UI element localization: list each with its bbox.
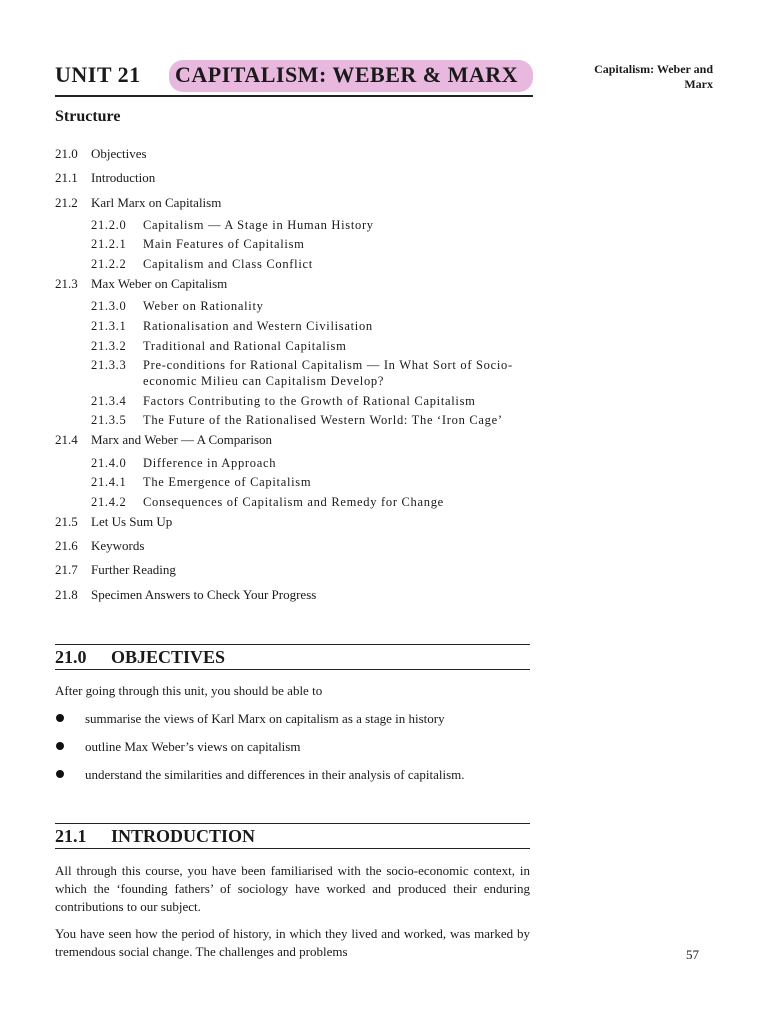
section-title: OBJECTIVES	[111, 647, 226, 667]
toc-subitem	[55, 298, 530, 314]
toc-subitem	[55, 217, 530, 233]
objectives-list	[55, 710, 530, 794]
toc-item-label: Introduction	[91, 170, 156, 186]
section-number: 21.0	[55, 647, 87, 667]
toc-item-label: Karl Marx on Capitalism	[91, 194, 222, 210]
toc-subitem	[55, 412, 530, 428]
unit-number: UNIT 21	[55, 62, 141, 87]
toc-subitem	[55, 318, 530, 334]
section-number: 21.1	[55, 826, 87, 846]
toc-subitem	[55, 455, 530, 471]
objective-bullet	[55, 738, 530, 756]
introduction-paragraph: You have seen how the period of history, in which they lived and worked, was marked by tremendous social change. The challenges and problems	[55, 926, 530, 959]
toc-item-number: 21.6	[55, 538, 78, 554]
toc-subitem-number: 21.4.2	[91, 494, 127, 509]
toc-item	[55, 432, 530, 456]
toc-item-number: 21.7	[55, 562, 78, 578]
toc-item-label: Max Weber on Capitalism	[91, 276, 228, 292]
toc-subitem	[55, 494, 530, 510]
objective-text: summarise the views of Karl Marx on capitalism as a stage in history	[85, 711, 445, 726]
bullet-dot-icon	[56, 742, 64, 750]
objective-text: outline Max Weber’s views on capitalism	[85, 739, 301, 754]
introduction-paragraph: All through this course, you have been familiarised with the socio-economic context, in which the ‘founding fathers’ of sociology have worked and produced their enduring contributions to our subject.	[55, 863, 530, 914]
toc-subitem	[55, 357, 530, 389]
toc-item	[55, 170, 530, 194]
bullet-dot-icon	[56, 770, 64, 778]
toc-subitem	[55, 236, 530, 252]
toc-item-number: 21.8	[55, 586, 78, 602]
toc-item-number: 21.5	[55, 513, 78, 529]
objective-text: understand the similarities and differences in their analysis of capitalism.	[85, 767, 465, 782]
objectives-heading	[55, 644, 530, 670]
toc-item-number: 21.3	[55, 276, 78, 292]
toc-item-label: Further Reading	[91, 562, 176, 578]
toc-subitem-number: 21.2.1	[91, 237, 127, 252]
toc-subitem-label: Consequences of Capitalism and Remedy for Change	[143, 494, 444, 509]
objective-bullet	[55, 766, 530, 784]
bullet-dot-icon	[56, 714, 64, 722]
toc-subitem-label: Capitalism and Class Conflict	[143, 257, 313, 272]
toc-subitem-number: 21.4.1	[91, 475, 127, 490]
toc-item	[55, 562, 530, 586]
toc-subitem	[55, 393, 530, 409]
toc-item-label: Let Us Sum Up	[91, 513, 173, 529]
toc-item-number: 21.4	[55, 432, 78, 448]
toc-subitem-label: Pre-conditions for Rational Capitalism — In What Sort of Socio-economic Milieu can Capitalism Develop?	[143, 358, 513, 389]
toc-subitem-number: 21.3.2	[91, 338, 127, 353]
toc-subitem-label: Rationalisation and Western Civilisation	[143, 318, 373, 333]
toc-item-label: Specimen Answers to Check Your Progress	[91, 586, 317, 602]
objectives-intro: After going through this unit, you should be able to	[55, 683, 323, 698]
toc-item-number: 21.2	[55, 194, 78, 210]
toc-subitem-label: Difference in Approach	[143, 455, 277, 470]
toc-subitem-number: 21.3.0	[91, 299, 127, 314]
toc-item	[55, 587, 530, 611]
toc-subitem-label: Weber on Rationality	[143, 299, 264, 314]
objective-bullet	[55, 710, 530, 728]
toc-subitem-number: 21.3.5	[91, 413, 127, 428]
toc-subitem-label: Main Features of Capitalism	[143, 237, 305, 252]
toc-item	[55, 146, 530, 170]
page-number: 57	[686, 947, 699, 962]
toc-subitem-number: 21.4.0	[91, 455, 127, 470]
toc-subitem-label: The Future of the Rationalised Western World: The ‘Iron Cage’	[143, 413, 503, 428]
toc-item	[55, 538, 530, 562]
introduction-heading	[55, 823, 530, 849]
toc-subitem-number: 21.3.4	[91, 393, 127, 408]
toc-subsection-group	[55, 455, 530, 510]
toc-item-label: Marx and Weber — A Comparison	[91, 432, 273, 448]
toc-subsection-group	[55, 298, 530, 428]
structure-heading: Structure	[55, 108, 121, 125]
toc-item-number: 21.1	[55, 170, 78, 186]
toc-subitem-label: Traditional and Rational Capitalism	[143, 338, 347, 353]
toc-subitem-number: 21.2.0	[91, 217, 127, 232]
toc-subitem-label: The Emergence of Capitalism	[143, 475, 312, 490]
toc-item	[55, 276, 530, 300]
section-title: INTRODUCTION	[111, 826, 256, 846]
running-head: Capitalism: Weber and Marx	[594, 62, 713, 91]
toc-subitem	[55, 256, 530, 272]
toc-subitem-label: Capitalism — A Stage in Human History	[143, 217, 374, 232]
toc-item	[55, 514, 530, 538]
toc-subitem-number: 21.3.1	[91, 318, 127, 333]
toc-subitem-number: 21.3.3	[91, 358, 127, 373]
toc-subitem	[55, 338, 530, 354]
toc-item-label: Objectives	[91, 146, 147, 161]
unit-header	[55, 60, 533, 94]
toc-item-number: 21.0	[55, 146, 78, 161]
toc-subitem	[55, 474, 530, 490]
toc-subsection-group	[55, 217, 530, 272]
toc-subitem-label: Factors Contributing to the Growth of Rational Capitalism	[143, 393, 476, 408]
header-rule	[55, 95, 533, 97]
toc-subitem-number: 21.2.2	[91, 257, 127, 272]
unit-title: CAPITALISM: WEBER & MARX	[175, 62, 519, 87]
toc-item-label: Keywords	[91, 538, 145, 554]
toc-item	[55, 195, 530, 219]
table-of-contents	[55, 146, 530, 611]
